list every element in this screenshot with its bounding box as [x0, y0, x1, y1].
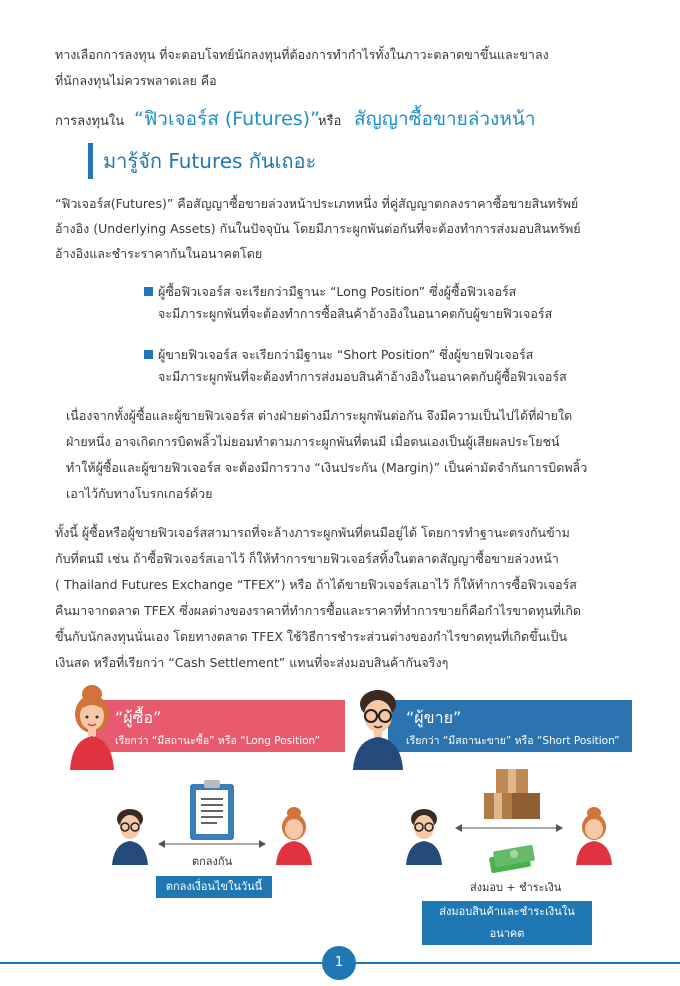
- seller-title: “ผู้ขาย”: [406, 708, 462, 727]
- headline-contract: สัญญาซื้อขายล่วงหน้า: [354, 108, 536, 130]
- left-caption: ตกลงกัน: [192, 855, 233, 868]
- bullet-square-icon: [144, 350, 153, 359]
- bullet-square-icon: [144, 287, 153, 296]
- right-tag: ส่งมอบสินค้าและชำระเงินในอนาคต: [422, 901, 592, 945]
- seller-subtitle: เรียกว่า “มีสถานะขาย” หรือ “Short Position”: [406, 735, 620, 747]
- right-caption: ส่งมอบ + ชำระเงิน: [470, 881, 562, 894]
- settle-line-6: เงินสด หรือที่เรียกว่า “Cash Settlement” แทนที่จะส่งมอบสินค้ากันจริงๆ: [55, 655, 449, 670]
- right-man-icon: [402, 805, 446, 865]
- settle-line-2: กับที่ตนมี เช่น ถ้าซื้อฟิวเจอร์สเอาไว้ ก็ให้ทำการขายฟิวเจอร์สทิ้งในตลาดสัญญาซื้อขายล่วงหน้า: [55, 551, 559, 566]
- definition-line-1: “ฟิวเจอร์ส(Futures)” คือสัญญาซื้อขายล่วงหน้าประเภทหนึ่ง ที่คู่สัญญาตกลงราคาซื้อขายสินทรัพย์: [55, 196, 579, 211]
- headline-or: หรือ: [318, 114, 342, 129]
- bullet-short-line-2: จะมีภาระผูกพันที่จะต้องทำการส่งมอบสินค้าอ้างอิงในอนาคตกับผู้ซื้อฟิวเจอร์ส: [158, 369, 567, 384]
- section-title: มารู้จัก Futures กันเถอะ: [88, 143, 316, 179]
- buyer-woman-icon: [62, 680, 122, 770]
- margin-line-4: เอาไว้กับทางโบรกเกอร์ด้วย: [66, 486, 213, 501]
- bullet-short-line-1: ผู้ขายฟิวเจอร์ส จะเรียกว่ามีฐานะ “Short Position” ซึ่งผู้ขายฟิวเจอร์ส: [158, 347, 534, 362]
- settle-line-1: ทั้งนี้ ผู้ซื้อหรือผู้ขายฟิวเจอร์สสามารถที่จะล้างภาระผูกพันที่ตนมีอยู่ได้ โดยการทำฐานะตรงกันข้าม: [55, 525, 570, 540]
- page-number: 1: [322, 946, 356, 980]
- right-woman-icon: [572, 805, 616, 865]
- intro-line-2: ที่นักลงทุนไม่ควรพลาดเลย คือ: [55, 73, 217, 88]
- seller-man-icon: [347, 680, 409, 770]
- left-tag: ตกลงเงื่อนไขในวันนี้: [156, 876, 272, 898]
- left-man-icon: [108, 805, 152, 865]
- settle-line-5: ขึ้นกับนักลงทุนนั่นเอง โดยทางตลาด TFEX ใช้วิธีการชำระส่วนต่างของกำไรขาดทุนที่เกิดขึ้นเป็น: [55, 629, 568, 644]
- headline-prefix: การลงทุนใน: [55, 114, 125, 129]
- bullet-long-position: [146, 281, 552, 325]
- definition-line-2: อ้างอิง (Underlying Assets) กันในปัจจุบัน โดยมีภาระผูกพันต่อกันที่จะต้องทำการส่งมอบสินทรัพย์: [55, 221, 581, 236]
- headline-futures: “ฟิวเจอร์ส (Futures)”: [134, 108, 320, 130]
- left-woman-icon: [272, 805, 316, 865]
- definition-line-3: อ้างอิงและชำระราคากันในอนาคตโดย: [55, 246, 263, 261]
- buyer-banner: [95, 700, 345, 752]
- settle-line-4: คืนมาจากตลาด TFEX ซึ่งผลต่างของราคาที่ทำการซื้อและราคาที่ทำการขายก็คือกำไรขาดทุนที่เกิด: [55, 603, 582, 618]
- boxes-icon: [480, 765, 544, 821]
- money-icon: [488, 840, 536, 874]
- intro-line-1: ทางเลือกการลงทุน ที่จะตอบโจทย์นักลงทุนที่ต้องการทำกำไรทั้งในภาวะตลาดขาขึ้นและขาลง: [55, 47, 549, 62]
- left-double-arrow-icon: [158, 838, 266, 850]
- contract-clipboard-icon: [188, 778, 236, 842]
- bullet-short-position: [146, 344, 567, 388]
- buyer-title: “ผู้ซื้อ”: [115, 708, 162, 727]
- seller-banner: [388, 700, 632, 752]
- margin-line-2: ฝ่ายหนึ่ง อาจเกิดการบิดพลิ้วไม่ยอมทำตามภาระผูกพันที่ตนมี เมื่อตนเองเป็นผู้เสียผลประโยชน์: [66, 434, 560, 449]
- settle-line-3: ( Thailand Futures Exchange “TFEX”) หรือ ถ้าได้ขายฟิวเจอร์สเอาไว้ ก็ให้ทำการซื้อฟิวเจอร์ส: [55, 577, 577, 592]
- buyer-subtitle: เรียกว่า “มีสถานะซื้อ” หรือ “Long Position”: [115, 735, 321, 747]
- right-double-arrow-icon: [455, 822, 563, 834]
- bullet-long-line-1: ผู้ซื้อฟิวเจอร์ส จะเรียกว่ามีฐานะ “Long Position” ซึ่งผู้ซื้อฟิวเจอร์ส: [158, 284, 517, 299]
- bullet-long-line-2: จะมีภาระผูกพันที่จะต้องทำการซื้อสินค้าอ้างอิงในอนาคตกับผู้ขายฟิวเจอร์ส: [158, 306, 553, 321]
- margin-line-1: เนื่องจากทั้งผู้ซื้อและผู้ขายฟิวเจอร์ส ต่างฝ่ายต่างมีภาระผูกพันต่อกัน จึงมีความเป็นไปได้ที่ฝ่ายใด: [66, 408, 573, 423]
- margin-line-3: ทำให้ผู้ซื้อและผู้ขายฟิวเจอร์ส จะต้องมีการวาง “เงินประกัน (Margin)” เป็นค่ามัดจำกันการบิดพลิ้ว: [66, 460, 588, 475]
